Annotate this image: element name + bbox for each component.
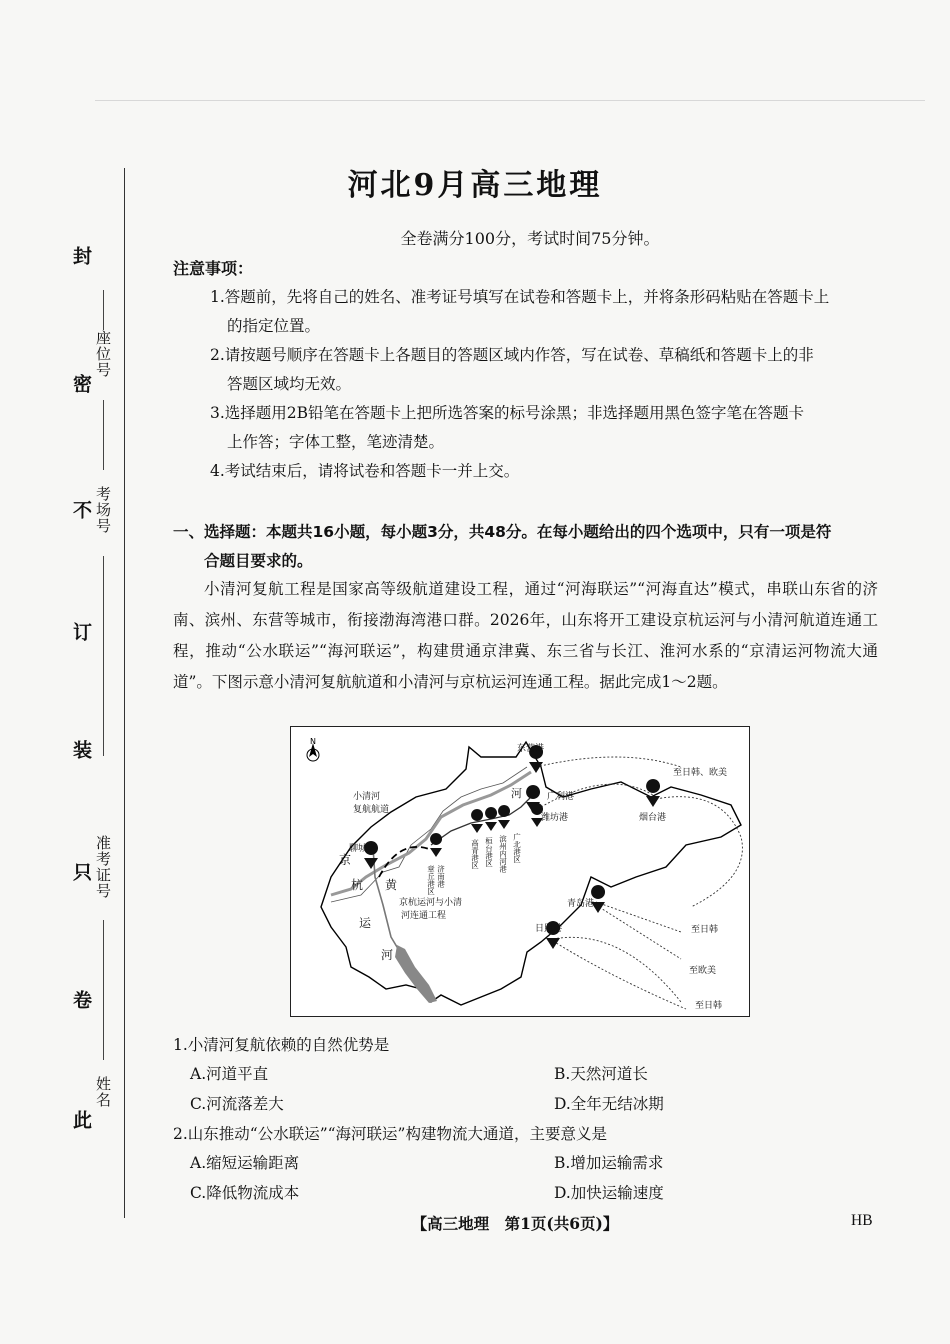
label-jing: 京 [339, 853, 352, 867]
exam-room-field[interactable] [103, 556, 104, 756]
label-xiaoqing-2: 复航航道 [353, 805, 390, 815]
notice-item-1 [210, 283, 878, 341]
province-outline [321, 742, 741, 1005]
label-jinan-port: 济南港 [436, 865, 446, 888]
notice-item-text: 3.选择题用2B铅笔在答题卡上把所选答案的标号涂黑；非选择题用黑色签字笔在答题卡 [210, 404, 805, 422]
label-weifang-port: 潍坊港 [541, 813, 569, 823]
label-hang: 杭 [351, 878, 364, 892]
page-footer: 【高三地理 第1页(共6页)】 [411, 1214, 619, 1233]
label-rizhao-port: 日照港 [535, 924, 563, 934]
north-label: N [310, 737, 316, 746]
north-arrow-icon [307, 737, 319, 761]
map-svg [291, 727, 749, 1016]
notice-item-cont: 答题区域均无效。 [227, 375, 352, 393]
label-huantai: 桓台港区 [484, 837, 494, 867]
label-huang: 黄 [385, 878, 398, 892]
notice-item-text: 4.考试结束后，请将试卷和答题卡一并上交。 [210, 462, 520, 480]
seat-number-field[interactable] [103, 400, 104, 470]
label-binzhou: 滨州内河港 [498, 835, 508, 873]
label-to-eu: 至欧美 [689, 966, 717, 976]
top-fill-line [103, 290, 104, 330]
sea-route [596, 902, 681, 932]
question-2-stem: 2.山东推动“公水联运”“海河联运”构建物流大通道，主要意义是 [173, 1125, 607, 1143]
question-1-option-a[interactable]: A.河道平直 [190, 1065, 269, 1083]
label-link-2: 河连通工程 [401, 911, 447, 921]
sea-route [596, 905, 681, 959]
notice-item-cont: 的指定位置。 [227, 317, 321, 335]
seat-number-label: 座位号 [94, 330, 112, 378]
admission-number-label: 准考证号 [94, 835, 112, 899]
label-xiaoqing-1: 小清河 [353, 792, 381, 802]
label-link-1: 京杭运河与小清 [399, 898, 463, 908]
seal-char: 装 [70, 740, 92, 759]
seal-char: 密 [70, 374, 92, 393]
label-gaoqing: 高青港区 [470, 839, 480, 869]
section-heading-line: 合题目要求的。 [204, 552, 313, 570]
label-to-rihan-2: 至日韩 [695, 1001, 723, 1011]
exam-subtitle: 全卷满分100分，考试时间75分钟。 [400, 229, 660, 248]
binding-line [124, 168, 125, 1218]
question-2-option-c[interactable]: C.降低物流成本 [190, 1184, 300, 1202]
label-dongying-port: 东营港 [517, 744, 545, 754]
name-label: 姓名 [94, 1076, 112, 1108]
exam-room-label: 考场号 [94, 486, 112, 534]
section-heading [173, 518, 878, 576]
notice-item-3 [210, 399, 878, 457]
notice-heading: 注意事项： [173, 259, 254, 278]
notice-item-cont: 上作答；字体工整，笔迹清楚。 [227, 433, 445, 451]
seal-char: 此 [70, 1110, 92, 1129]
question-1-option-d[interactable]: D.全年无结冰期 [554, 1095, 664, 1113]
question-2-option-b[interactable]: B.增加运输需求 [554, 1154, 664, 1172]
notice-item-4 [210, 457, 878, 486]
notice-item-2 [210, 341, 878, 399]
question-intro [173, 574, 878, 698]
shandong-map-figure [290, 726, 750, 1017]
label-he: 河 [511, 787, 522, 800]
label-river: 河 [381, 948, 394, 962]
label-yantai-port: 烟台港 [639, 813, 667, 823]
label-qingdao-port: 青岛港 [567, 899, 595, 909]
page-title: 河北9月高三地理 [347, 168, 603, 203]
question-1-option-c[interactable]: C.河流落差大 [190, 1095, 284, 1113]
notice-item-text: 1.答题前，先将自己的姓名、准考证号填写在试卷和答题卡上，并将条形码粘贴在答题卡上 [210, 288, 830, 306]
seal-char: 只 [70, 862, 92, 881]
question-2-option-a[interactable]: A.缩短运输距离 [190, 1154, 300, 1172]
seal-char: 封 [70, 246, 92, 265]
notice-item-text: 2.请按题号顺序在答题卡上各题目的答题区域内作答，写在试卷、草稿纸和答题卡上的非 [210, 346, 814, 364]
intro-paragraph: 小清河复航工程是国家高等级航道建设工程，通过“河海联运”“河海直达”模式，串联山东省的济南、滨州、东营等城市，衔接渤海湾港口群。2026年，山东将开工建设京杭运河与小清河航道连通工程，推动“公水联运”“海河联运”，构建贯通京津冀、东三省与长江、淮河水系的“京清运河物流大通道”。下图示意小清河复航航道和小清河与京杭运河连通工程。据此完成1～2题。 [173, 580, 878, 691]
section-heading-line: 一、选择题：本题共16小题，每小题3分，共48分。在每小题给出的四个选项中，只有一项是符 [173, 523, 832, 541]
admission-number-field[interactable] [103, 920, 104, 1060]
scan-edge-line [95, 100, 925, 101]
paper-code: HB [851, 1212, 873, 1229]
label-guangli-port: 广利港 [547, 792, 575, 802]
question-1-stem: 1.小清河复航依赖的自然优势是 [173, 1036, 390, 1054]
sea-route [553, 937, 681, 1002]
sea-route [553, 941, 686, 1009]
question-2-option-d[interactable]: D.加快运输速度 [554, 1184, 664, 1202]
label-liaocheng-port: 聊城港 [349, 844, 377, 854]
seal-char: 不 [70, 500, 92, 519]
label-zhangqiu: 章丘港区 [426, 865, 436, 895]
sea-route [536, 757, 681, 767]
label-guangbei: 广北港区 [512, 833, 522, 863]
label-to-rihan-1: 至日韩 [691, 925, 719, 935]
seal-char: 卷 [70, 990, 92, 1009]
label-yun: 运 [359, 916, 372, 930]
question-1-option-b[interactable]: B.天然河道长 [554, 1065, 648, 1083]
label-to-rihan-eu: 至日韩、欧美 [673, 768, 728, 778]
seal-char: 订 [70, 622, 92, 641]
